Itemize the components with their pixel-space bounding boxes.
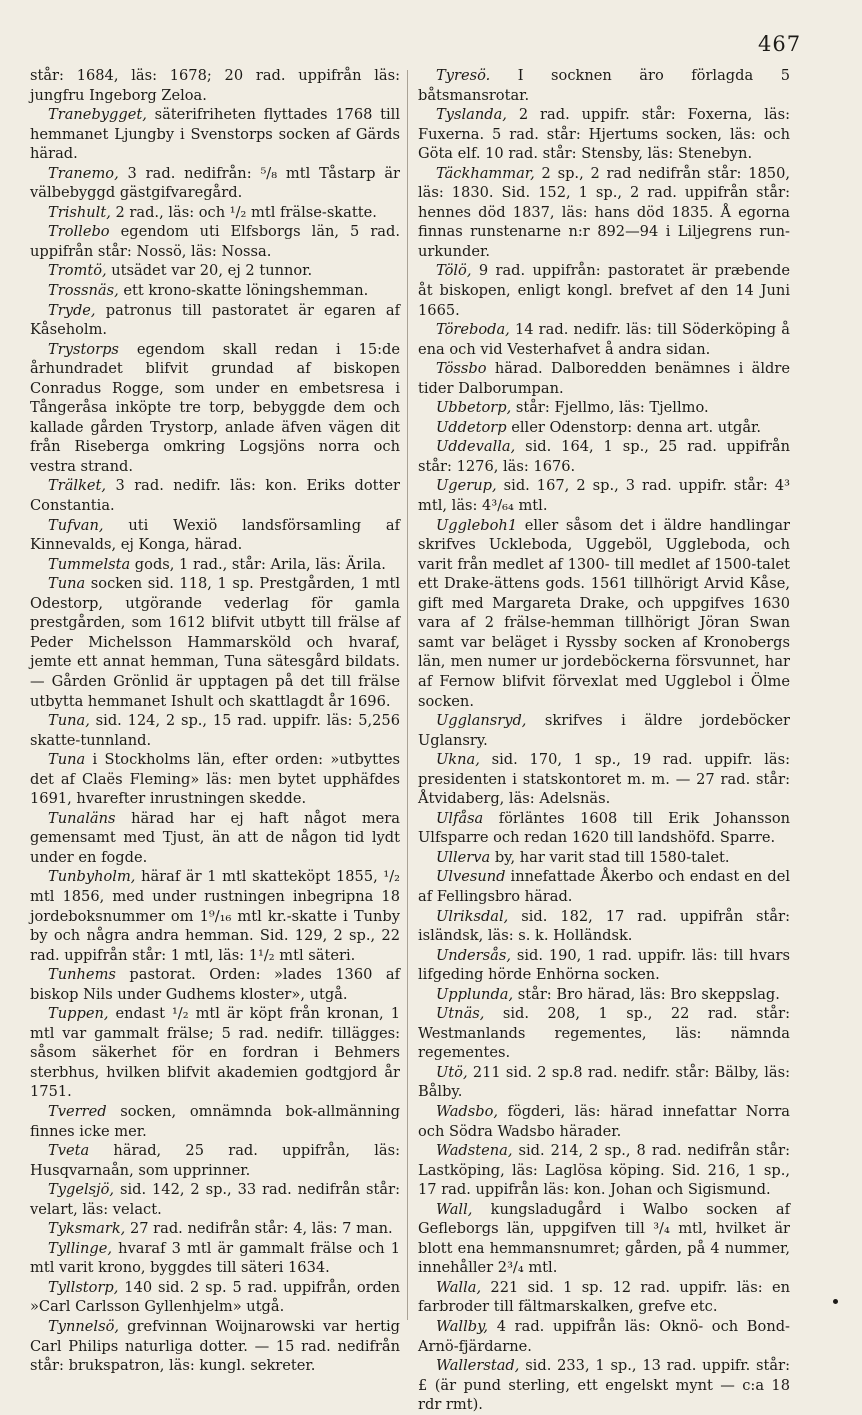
index-entry — [30, 1239, 400, 1278]
entry-headword: Tyllinge, — [48, 1239, 112, 1257]
index-entry — [418, 320, 790, 359]
entry-headword: Ubbetorp, — [436, 399, 512, 417]
entry-headword: Ullerva — [436, 848, 491, 866]
entry-headword: Ulfåsa — [436, 809, 484, 827]
entry-headword: Tranebygget, — [48, 106, 147, 124]
index-entry — [30, 340, 400, 477]
index-entry — [418, 848, 790, 868]
index-entry — [418, 398, 790, 418]
entry-text: 2 rad., läs: och ¹/₂ mtl frälse-skatte. — [110, 203, 377, 221]
entry-headword: Walla, — [436, 1278, 482, 1296]
entry-headword: Ugglansryd, — [436, 712, 527, 730]
entry-text: härad har ej haft något mera gemensamt med Tjust, än att de någon tid lydt under en fogde. — [30, 809, 400, 866]
entry-headword: Tuppen, — [48, 1005, 109, 1023]
entry-headword: Upplunda, — [436, 985, 514, 1003]
margin-dot — [833, 1299, 838, 1304]
index-entry — [418, 1317, 790, 1356]
entry-headword: Tummelsta — [48, 555, 131, 573]
entry-text: i Stockholms län, efter orden: »utbyttes det af Claës Fleming» läs: men bytet upphäfdes 1691, hvarefter inrustningen skedde. — [30, 751, 400, 808]
index-entry — [30, 1278, 400, 1317]
index-entry — [418, 1141, 790, 1200]
index-entry — [30, 105, 400, 164]
index-entry — [418, 985, 790, 1005]
entry-headword: Wall, — [436, 1200, 473, 1218]
entry-text: sid. 124, 2 sp., 15 rad. uppifr. läs: 5,256 skatte-tunnland. — [30, 712, 400, 749]
entry-headword: Ukna, — [436, 751, 480, 769]
index-entry — [418, 437, 790, 476]
index-entry — [30, 574, 400, 711]
entry-headword: Tuna, — [48, 712, 90, 730]
entry-text: sid. 233, 1 sp., 13 rad. uppifr. står: £ (är pund sterling, ett engelskt mynt — c:a 18 rdr rmt). — [418, 1357, 790, 1414]
entry-text: 2 sp., 2 rad nedifrån står: 1850, läs: 1830. Sid. 152, 1 sp., 2 rad. uppifrån står: hennes död 1837, läs: hans död 1835. Å egorna finnas runstenarne n:r 892—94 i Liljegrens run-urkunder. — [418, 164, 790, 260]
entry-headword: Uggleboh1 — [436, 516, 518, 534]
index-entry — [30, 66, 400, 105]
entry-headword: Trälket, — [48, 477, 107, 495]
entry-headword: Tuna — [48, 575, 86, 593]
index-entry — [30, 1317, 400, 1376]
entry-text: härad. Dalboredden benämnes i äldre tider Dalborumpan. — [418, 360, 790, 397]
entry-text: skrifves i äldre jordeböcker Uglansry. — [418, 712, 790, 749]
index-entry — [418, 1278, 790, 1317]
entry-headword: Trossnäs, — [48, 282, 119, 300]
entry-headword: Tynnelsö, — [48, 1318, 119, 1335]
entry-text: 9 rad. uppifrån: pastoratet är præbende åt biskopen, enligt kongl. brefvet af den 14 Juni 1665. — [418, 262, 790, 319]
index-entry — [418, 418, 790, 438]
entry-text: fögderi, läs: härad innefattar Norra och Södra Wadsbo härader. — [418, 1102, 790, 1140]
entry-text: sid. 167, 2 sp., 3 rad. uppifr. står: 4³ mtl, läs: 4³/₆₄ mtl. — [418, 477, 790, 515]
entry-headword: Tunbyholm, — [48, 868, 136, 886]
entry-text: 211 sid. 2 sp.8 rad. nedifr. står: Bälby, läs: Bålby. — [418, 1063, 790, 1101]
index-entry — [30, 1219, 400, 1239]
entry-text: socken, omnämnda bok-allmänning finnes icke mer. — [30, 1102, 400, 1140]
index-entry — [30, 1004, 400, 1102]
entry-headword: Tyslanda, — [436, 106, 507, 124]
index-entry — [30, 222, 400, 261]
left-column — [30, 66, 400, 1376]
entry-headword: Trollebo — [48, 223, 110, 241]
entry-headword: Uddetorp — [436, 418, 507, 436]
entry-text: I socknen äro förlagda 5 båtsmansrotar. — [418, 67, 790, 104]
entry-text: gods, 1 rad., står: Arila, läs: Ärila. — [130, 555, 386, 573]
entry-text: 3 rad. nedifr. läs: kon. Eriks dotter Constantia. — [30, 477, 400, 515]
entry-text: grefvinnan Woijnarowski var hertig Carl Philips naturliga dotter. — 15 rad. nedifrån står: brukspatron, läs: kungl. sekreter. — [30, 1318, 400, 1375]
entry-text: sid. 208, 1 sp., 22 rad. står: Westmanlands regementes, läs: nämnda regementes. — [418, 1005, 790, 1062]
entry-headword: Utö, — [436, 1063, 468, 1081]
entry-headword: Tunaläns — [48, 809, 116, 827]
entry-headword: Wadsbo, — [436, 1102, 499, 1120]
entry-text: kungsladugård i Walbo socken af Gefleborgs län, uppgifven till ³/₄ mtl, hvilket är blott ena hemmansnumret; gården, på 4 nummer, innehåller 2³/₄ mtl. — [418, 1200, 790, 1277]
entry-text: sid. 214, 2 sp., 8 rad. nedifrån står: Lastköping, läs: Laglösa köping. Sid. 216, 1 sp., 17 rad. uppifrån läs: kon. Johan och Sigismund. — [418, 1142, 790, 1199]
entry-headword: Tölö, — [436, 262, 472, 280]
entry-text: innefattade Åkerbo och endast en del af Fellingsbro härad. — [418, 868, 790, 905]
entry-text: står: Bro härad, läs: Bro skeppslag. — [513, 985, 780, 1003]
column-divider — [407, 70, 408, 1320]
entry-headword: Tyresö. — [436, 67, 491, 84]
entry-text: endast ¹/₂ mtl är köpt från kronan, 1 mtl var gammalt frälse; 5 rad. nedifr. tillägges: såsom säkerhet för en fordran i Behmers sterbhus, hvilken blifvit akademien godtgjord år 1751. — [30, 1005, 400, 1101]
index-entry — [418, 359, 790, 398]
entry-headword: Wallby, — [436, 1318, 489, 1335]
entry-text: by, har varit stad till 1580-talet. — [490, 848, 730, 866]
index-entry — [418, 516, 790, 711]
index-entry — [418, 1063, 790, 1102]
entry-headword: Tuna — [48, 751, 86, 769]
entry-text: sid. 182, 17 rad. uppifrån står: isländsk, läs: s. k. Holländsk. — [418, 907, 790, 945]
entry-headword: Tveta — [48, 1142, 90, 1160]
index-entry — [30, 965, 400, 1004]
entry-text: sid. 142, 2 sp., 33 rad. nedifrån står: velart, läs: velact. — [30, 1181, 400, 1218]
index-entry — [30, 555, 400, 575]
index-entry — [418, 105, 790, 164]
entry-text: hvaraf 3 mtl är gammalt frälse och 1 mtl varit krono, byggdes till säteri 1634. — [30, 1239, 400, 1277]
right-column — [418, 66, 790, 1415]
entry-text: ett krono-skatte löningshemman. — [118, 282, 369, 300]
entry-text: sid. 170, 1 sp., 19 rad. uppifr. läs: presidenten i statskontoret m. m. — 27 rad. står: Åtvidaberg, läs: Adelsnäs. — [418, 751, 790, 808]
index-entry — [418, 476, 790, 515]
index-entry — [418, 750, 790, 809]
index-entry — [418, 809, 790, 848]
index-entry — [30, 301, 400, 340]
entry-headword: Tygelsjö, — [48, 1181, 115, 1199]
index-entry — [30, 281, 400, 301]
entry-headword: Tyllstorp, — [48, 1278, 119, 1296]
index-entry — [30, 516, 400, 555]
entry-headword: Ulriksdal, — [436, 907, 509, 925]
entry-text: förläntes 1608 till Erik Johansson Ulfsparre och redan 1620 till landshöfd. Sparre. — [418, 809, 790, 847]
index-entry — [30, 164, 400, 203]
entry-text: står: Fjellmo, läs: Tjellmo. — [511, 399, 709, 417]
entry-headword: Tufvan, — [48, 516, 104, 534]
index-entry — [418, 1200, 790, 1278]
entry-text: uti Wexiö landsförsamling af Kinnevalds, ej Konga, härad. — [30, 516, 400, 554]
entry-text: pastorat. Orden: »lades 1360 af biskop Nils under Gudhems kloster», utgå. — [30, 966, 400, 1003]
entry-headword: Tyksmark, — [48, 1220, 126, 1238]
entry-headword: Tromtö, — [48, 262, 107, 280]
index-entry — [418, 1356, 790, 1415]
entry-text: egendom uti Elfsborgs län, 5 rad. uppifrån står: Nossö, läs: Nossa. — [30, 223, 400, 260]
entry-text: sid. 190, 1 rad. uppifr. läs: till hvars lifgeding hörde Enhörna socken. — [418, 946, 790, 984]
index-entry — [418, 1004, 790, 1063]
entry-text: 221 sid. 1 sp. 12 rad. uppifr. läs: en farbroder till fältmarskalken, grefve etc. — [418, 1278, 790, 1316]
index-entry — [30, 1141, 400, 1180]
entry-headword: Utnäs, — [436, 1005, 485, 1023]
entry-text: sid. 164, 1 sp., 25 rad. uppifrån står: 1276, läs: 1676. — [418, 438, 790, 475]
entry-text: härad, 25 rad. uppifrån, läs: Husqvarnaån, som upprinner. — [30, 1142, 400, 1179]
index-entry — [30, 1102, 400, 1141]
entry-text: 2 rad. uppifr. står: Foxerna, läs: Fuxerna. 5 rad. står: Hjertums socken, läs: och Göta elf. 10 rad. står: Stensby, läs: Stenebyn. — [418, 106, 790, 163]
entry-text: 140 sid. 2 sp. 5 rad. uppifrån, orden »Carl Carlsson Gyllenhjelm» utgå. — [30, 1278, 400, 1316]
entry-headword: Trishult, — [48, 203, 111, 221]
entry-headword: Trystorps — [48, 340, 119, 358]
index-entry — [30, 203, 400, 223]
entry-headword: Undersås, — [436, 946, 511, 964]
index-entry — [418, 867, 790, 906]
entry-text: 27 rad. nedifrån står: 4, läs: 7 man. — [125, 1220, 393, 1238]
entry-text: 14 rad. nedifr. läs: till Söderköping å ena och vid Vesterhafvet å andra sidan. — [418, 321, 790, 358]
entry-headword: Ugerup, — [436, 477, 497, 495]
entry-text: socken sid. 118, 1 sp. Prestgården, 1 mtl Odestorp, utgörande vederlag för gamla prestgården, som 1612 blifvit utbytt till frälse af Peder Michelsson Hammarsköld och hvaraf, jemte ett annat hemman, Tuna sätesgård bildats. — Gården Grönlid är upptagen på det till frälse utbytta hemmanet Ishult och skattlagdt år 1696. — [30, 575, 400, 710]
index-entry — [418, 711, 790, 750]
index-entry — [418, 66, 790, 105]
index-entry — [418, 907, 790, 946]
index-entry — [30, 750, 400, 809]
entry-text: eller såsom det i äldre handlingar skrifves Uckleboda, Uggeböl, Uggleboda, och varit från medlet af 1300- till medlet af 1500-talet ett Drake-ättens gods. 1561 tillhörigt Arvid Kåse, gift med Margareta Drake, och uppgifves 1630 vara af 2 frälse-hemman tillhörigt Jöran Swan samt var beläget i Ryssby socken af Kronobergs län, men numer ur jordeböckerna försvunnet, har af Fernow blifvit förvexlat med Ugglebol i Ölme socken. — [418, 516, 790, 710]
entry-headword: Töreboda, — [436, 321, 510, 339]
entry-text: egendom skall redan i 15:de århundradet blifvit grundad af biskopen Conradus Rogge, som under en embetsresa i Tångeråsa inköpte tre torp, bebyggde dem och kallade gården Trystorp, anlade äfven vägen dit från Riseberga omkring Logsjöns norra och vestra strand. — [30, 340, 400, 475]
entry-headword: Täckhammar, — [436, 164, 535, 182]
entry-headword: Tryde, — [48, 301, 96, 319]
entry-text: utsädet var 20, ej 2 tunnor. — [106, 262, 313, 280]
entry-headword: Tössbo — [436, 360, 487, 378]
index-entry — [418, 946, 790, 985]
index-entry — [30, 809, 400, 868]
entry-text: häraf är 1 mtl skatteköpt 1855, ¹/₂ mtl 1856, med under rustningen inbegripna 18 jordeboksnummer om 1⁹/₁₆ mtl kr.-skatte i Tunby by och några andra hemman. Sid. 129, 2 sp., 22 rad. uppifrån står: 1 mtl, läs: 1¹/₂ mtl säteri. — [30, 868, 400, 964]
entry-text: står: 1684, läs: 1678; 20 rad. uppifrån läs: jungfru Ingeborg Zeloa. — [30, 67, 400, 104]
entry-headword: Ulvesund — [436, 868, 506, 886]
index-entry — [418, 261, 790, 320]
entry-headword: Tverred — [48, 1102, 107, 1120]
entry-headword: Tunhems — [48, 966, 116, 984]
index-entry — [30, 867, 400, 965]
index-entry — [30, 261, 400, 281]
entry-headword: Tranemo, — [48, 164, 119, 182]
index-entry — [418, 1102, 790, 1141]
entry-text: 3 rad. nedifrån: ⁵/₈ mtl Tåstarp är välbebyggd gästgifvaregård. — [30, 164, 400, 202]
entry-text: eller Odenstorp: denna art. utgår. — [506, 418, 762, 436]
entry-text: 4 rad. uppifrån läs: Oknö- och Bond-Arnö-fjärdarne. — [418, 1318, 790, 1355]
index-entry — [30, 1180, 400, 1219]
entry-headword: Wallerstad, — [436, 1357, 520, 1375]
entry-headword: Uddevalla, — [436, 438, 516, 456]
index-entry — [418, 164, 790, 262]
entry-text: patronus till pastoratet är egaren af Kåseholm. — [30, 301, 400, 339]
entry-headword: Wadstena, — [436, 1142, 513, 1160]
index-entry — [30, 711, 400, 750]
index-entry — [30, 476, 400, 515]
entry-text: säterifriheten flyttades 1768 till hemmanet Ljungby i Svenstorps socken af Gärds härad. — [30, 106, 400, 163]
page-number: 467 — [758, 32, 802, 56]
